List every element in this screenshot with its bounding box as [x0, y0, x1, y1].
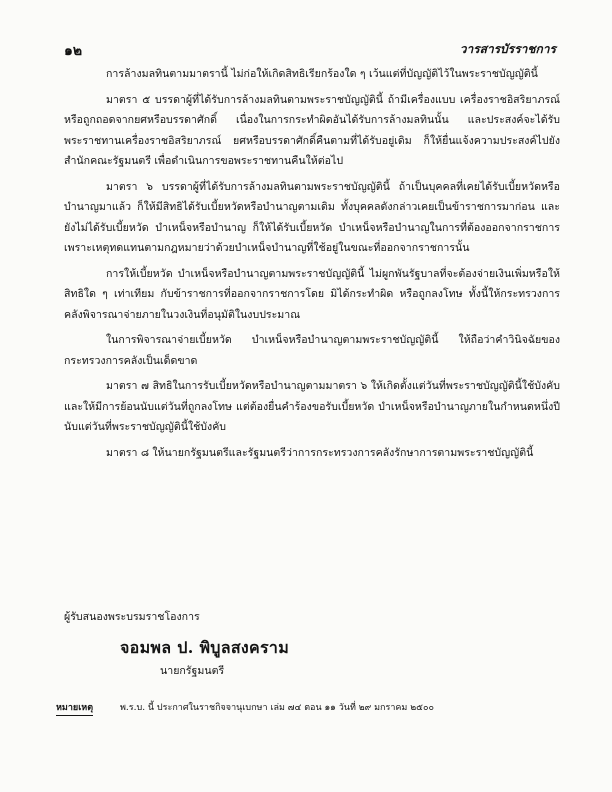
paragraph-section-6: มาตรา ๖ บรรดาผู้ที่ได้รับการล้างมลทินตามพระราชบัญญัตินี้ ถ้าเป็นบุคคลที่เคยได้รับเบี้ยหวัดหรือบำนาญมาแล้ว ก็ให้มีสิทธิได้รับเบี้ยหวัดหรือบำนาญตามเดิม ทั้งบุคคลดังกล่าวเคยเป็นข้าราชการมาก่อน และยังไม่ได้รับเบี้ยหวัด บำเหน็จหรือบำนาญ ก็ให้ได้รับเบี้ยหวัด บำเหน็จหรือบำนาญในการที่ต้องออกจากราชการ เพราะเหตุทดแทนตามกฎหมายว่าด้วยบำเหน็จบำนาญที่ใช้อยู่ในขณะที่ออกจากราชการนั้น [64, 180, 560, 254]
paragraph-section-8: มาตรา ๘ ให้นายกรัฐมนตรีและรัฐมนตรีว่าการกระทรวงการคลังรักษาการตามพระราชบัญญัตินี้ [106, 446, 534, 459]
signature-name: จอมพล ป. พิบูลสงคราม [120, 638, 290, 657]
paragraph-intro: การล้างมลทินตามมาตรานี้ ไม่ก่อให้เกิดสิทธิเรียกร้องใด ๆ เว้นแต่ที่บัญญัติไว้ในพระราชบัญญัตินี้ [106, 68, 538, 80]
page-number: ๑๒ [64, 43, 83, 59]
footnote-label: หมายเหตุ [56, 700, 93, 716]
document-body [64, 64, 560, 471]
paragraph-section-6-payment: การให้เบี้ยหวัด บำเหน็จหรือบำนาญตามพระราชบัญญัตินี้ ไม่ผูกพันรัฐบาลที่จะต้องจ่ายเงินเพิ่มหรือให้สิทธิใด ๆ เท่าเทียม กับข้าราชการที่ออกจากราชการโดย มิได้กระทำผิด หรือถูกลงโทษ ทั้งนี้ให้กระทรวงการคลังพิจารณาจ่ายภายในวงเงินที่อนุมัติในงบประมาณ [64, 267, 560, 321]
paragraph-section-5: มาตรา ๕ บรรดาผู้ที่ได้รับการล้างมลทินตามพระราชบัญญัตินี้ ถ้ามีเครื่องแบบ เครื่องราชอิสริยาภรณ์ หรือถูกถอดจากยศหรือบรรดาศักดิ์ เนื่องในการกระทำผิดอันได้รับการล้างมลทินนั้น และประสงค์จะได้รับพระราชทานเครื่องราชอิสริยาภรณ์ ยศหรือบรรดาศักดิ์คืนตามที่ได้รับอยู่เดิม ก็ให้ยื่นแจ้งความประสงค์ไปยังสำนักคณะรัฐมนตรี เพื่อดำเนินการขอพระราชทานคืนให้ต่อไป [64, 93, 560, 167]
journal-title: วารสารบัรราชการ [459, 42, 556, 56]
countersign-label: ผู้รับสนองพระบรมราชโองการ [64, 611, 200, 623]
paragraph-section-7: มาตรา ๗ สิทธิในการรับเบี้ยหวัดหรือบำนาญตามมาตรา ๖ ให้เกิดตั้งแต่วันที่พระราชบัญญัตินี้ใช้บังคับ และให้มีการย้อนนับแต่วันที่ถูกลงโทษ แต่ต้องยื่นคำร้องขอรับเบี้ยหวัด บำเหน็จหรือบำนาญภายในกำหนดหนึ่งปี นับแต่วันที่พระราชบัญญัตินี้ใช้บังคับ [64, 380, 560, 433]
paragraph-section-6-ruling: ในการพิจารณาจ่ายเบี้ยหวัด บำเหน็จหรือบำนาญตามพระราชบัญญัตินี้ ให้ถือว่าคำวินิจฉัยของกระทรวงการคลังเป็นเด็ดขาด [64, 334, 560, 367]
footnote-text: พ.ร.บ. นี้ ประกาศในราชกิจจานุเบกษา เล่ม ๗๔ ตอน ๑๑ วันที่ ๒๙ มกราคม ๒๕๐๐ [120, 703, 434, 713]
signature-title: นายกรัฐมนตรี [160, 665, 225, 677]
